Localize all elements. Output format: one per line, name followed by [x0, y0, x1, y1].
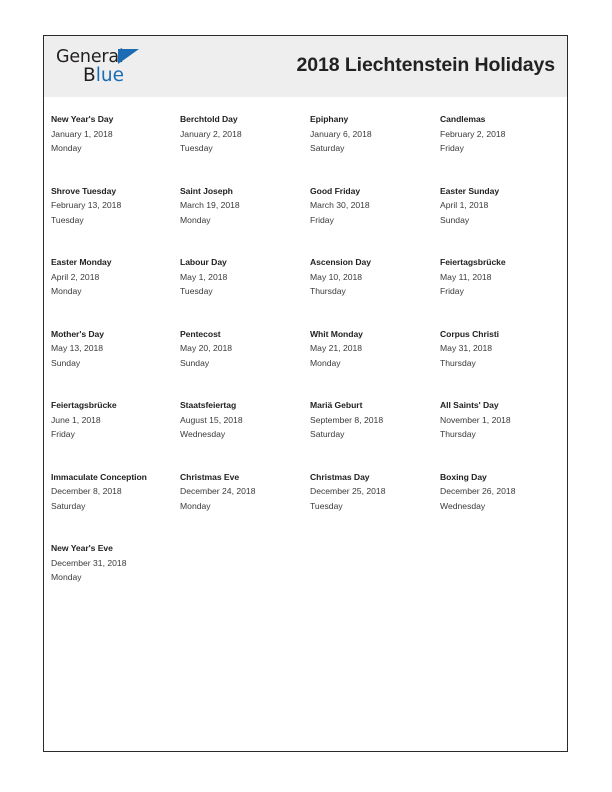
- holiday-date: May 21, 2018: [310, 343, 363, 353]
- holiday-name: Easter Monday: [51, 257, 112, 267]
- holiday-list: [44, 97, 567, 613]
- holiday-row: [44, 255, 567, 327]
- holiday-weekday: Tuesday: [51, 214, 84, 225]
- holiday-row: [44, 470, 567, 542]
- holiday-date: February 13, 2018: [51, 200, 122, 210]
- holiday-name: Saint Joseph: [180, 185, 233, 196]
- holiday-date: May 10, 2018: [310, 271, 363, 282]
- holiday-weekday: Sunday: [440, 214, 470, 225]
- holiday-date: May 1, 2018: [180, 271, 228, 282]
- holiday-entry: [44, 184, 174, 256]
- logo-text-blue: [83, 65, 124, 87]
- page-title: 2018 Liechtenstein Holidays: [296, 54, 555, 76]
- holiday-date: May 13, 2018: [51, 343, 104, 353]
- holiday-weekday: Saturday: [310, 429, 345, 439]
- holiday-weekday: Tuesday: [310, 500, 343, 511]
- holiday-entry: [44, 255, 174, 327]
- holiday-weekday: Sunday: [51, 357, 81, 368]
- holiday-weekday: Sunday: [180, 357, 210, 368]
- holiday-date: November 1, 2018: [440, 414, 511, 425]
- holiday-entry: [434, 184, 564, 256]
- holiday-weekday: Wednesday: [440, 500, 486, 511]
- holiday-entry: [304, 470, 434, 542]
- holiday-weekday: Monday: [180, 214, 211, 225]
- holiday-weekday: Thursday: [440, 429, 476, 439]
- holiday-name: Staatsfeiertag: [180, 400, 237, 410]
- holiday-document-page: [43, 35, 568, 752]
- holiday-name: Epiphany: [310, 114, 349, 124]
- holiday-date: December 24, 2018: [180, 486, 256, 496]
- holiday-date: March 30, 2018: [310, 200, 370, 210]
- holiday-date: August 15, 2018: [180, 414, 243, 425]
- holiday-entry: [304, 112, 434, 184]
- holiday-date: December 31, 2018: [51, 557, 127, 568]
- holiday-entry: [174, 470, 304, 542]
- holiday-date: May 11, 2018: [440, 271, 492, 282]
- holiday-name: Mother's Day: [51, 328, 105, 339]
- holiday-name: New Year's Eve: [51, 543, 113, 553]
- holiday-date: May 31, 2018: [440, 343, 493, 353]
- holiday-name: Candlemas: [440, 114, 486, 124]
- holiday-name: Christmas Eve: [180, 471, 240, 482]
- holiday-weekday: Tuesday: [180, 286, 213, 296]
- holiday-name: Feiertagsbrücke: [51, 400, 117, 410]
- holiday-entry: [174, 112, 304, 184]
- logo-triangle-icon: [118, 49, 139, 64]
- holiday-entry: [44, 398, 174, 470]
- holiday-date: February 2, 2018: [440, 128, 506, 139]
- holiday-name: Easter Sunday: [440, 185, 500, 196]
- holiday-name: All Saints' Day: [440, 400, 499, 410]
- holiday-date: March 19, 2018: [180, 200, 240, 210]
- holiday-entry: [44, 470, 174, 542]
- holiday-name: Mariä Geburt: [310, 400, 363, 410]
- holiday-weekday: Thursday: [310, 286, 346, 296]
- holiday-date: June 1, 2018: [51, 414, 101, 425]
- holiday-date: April 1, 2018: [440, 200, 489, 210]
- general-blue-logo: [56, 47, 176, 89]
- holiday-weekday: Monday: [310, 357, 341, 368]
- holiday-weekday: Monday: [51, 572, 82, 582]
- holiday-row: [44, 184, 567, 256]
- holiday-name: Corpus Christi: [440, 328, 499, 339]
- holiday-entry: [434, 112, 564, 184]
- holiday-entry: [304, 255, 434, 327]
- holiday-row: [44, 112, 567, 184]
- holiday-weekday: Friday: [310, 214, 334, 225]
- holiday-date: December 26, 2018: [440, 486, 516, 496]
- holiday-entry: [304, 398, 434, 470]
- holiday-row: [44, 398, 567, 470]
- holiday-weekday: Thursday: [440, 357, 476, 368]
- holiday-name: Pentecost: [180, 328, 221, 339]
- logo-text-general: General: [56, 47, 124, 67]
- holiday-entry: [174, 327, 304, 399]
- holiday-entry: [174, 255, 304, 327]
- logo-letter-b: B: [83, 65, 96, 86]
- holiday-name: Labour Day: [180, 257, 227, 267]
- holiday-name: Good Friday: [310, 185, 361, 196]
- holiday-weekday: Friday: [51, 429, 75, 439]
- holiday-entry: [434, 255, 564, 327]
- holiday-name: Boxing Day: [440, 471, 487, 482]
- holiday-weekday: Tuesday: [180, 143, 213, 153]
- holiday-weekday: Saturday: [51, 500, 86, 511]
- holiday-weekday: Monday: [180, 500, 211, 511]
- holiday-entry: [434, 470, 564, 542]
- holiday-row: [44, 541, 567, 613]
- holiday-name: Ascension Day: [310, 257, 371, 267]
- holiday-weekday: Saturday: [310, 143, 345, 153]
- holiday-name: Whit Monday: [310, 328, 363, 339]
- holiday-name: Berchtold Day: [180, 114, 238, 124]
- holiday-entry: [174, 184, 304, 256]
- holiday-entry: [304, 184, 434, 256]
- holiday-name: Shrove Tuesday: [51, 185, 117, 196]
- holiday-entry: [434, 327, 564, 399]
- holiday-date: January 6, 2018: [310, 128, 372, 139]
- holiday-entry: [174, 398, 304, 470]
- holiday-weekday: Monday: [51, 286, 82, 296]
- holiday-date: January 1, 2018: [51, 128, 113, 139]
- document-header: [44, 36, 567, 97]
- holiday-name: Christmas Day: [310, 471, 370, 482]
- holiday-date: May 20, 2018: [180, 343, 233, 353]
- holiday-name: New Year's Day: [51, 114, 114, 124]
- holiday-weekday: Monday: [51, 143, 82, 153]
- holiday-date: December 25, 2018: [310, 486, 386, 496]
- holiday-row: [44, 327, 567, 399]
- holiday-weekday: Wednesday: [180, 429, 226, 439]
- holiday-entry: [304, 327, 434, 399]
- holiday-date: September 8, 2018: [310, 414, 384, 425]
- holiday-date: April 2, 2018: [51, 271, 100, 282]
- holiday-name: Feiertagsbrücke: [440, 257, 506, 267]
- holiday-date: December 8, 2018: [51, 486, 122, 496]
- holiday-weekday: Friday: [440, 143, 464, 153]
- holiday-entry: [44, 112, 174, 184]
- holiday-name: Immaculate Conception: [51, 471, 147, 482]
- holiday-entry: [434, 398, 564, 470]
- holiday-entry: [44, 541, 174, 613]
- holiday-date: January 2, 2018: [180, 128, 242, 139]
- logo-letters-lue: lue: [95, 65, 124, 86]
- holiday-weekday: Friday: [440, 286, 464, 296]
- holiday-entry: [44, 327, 174, 399]
